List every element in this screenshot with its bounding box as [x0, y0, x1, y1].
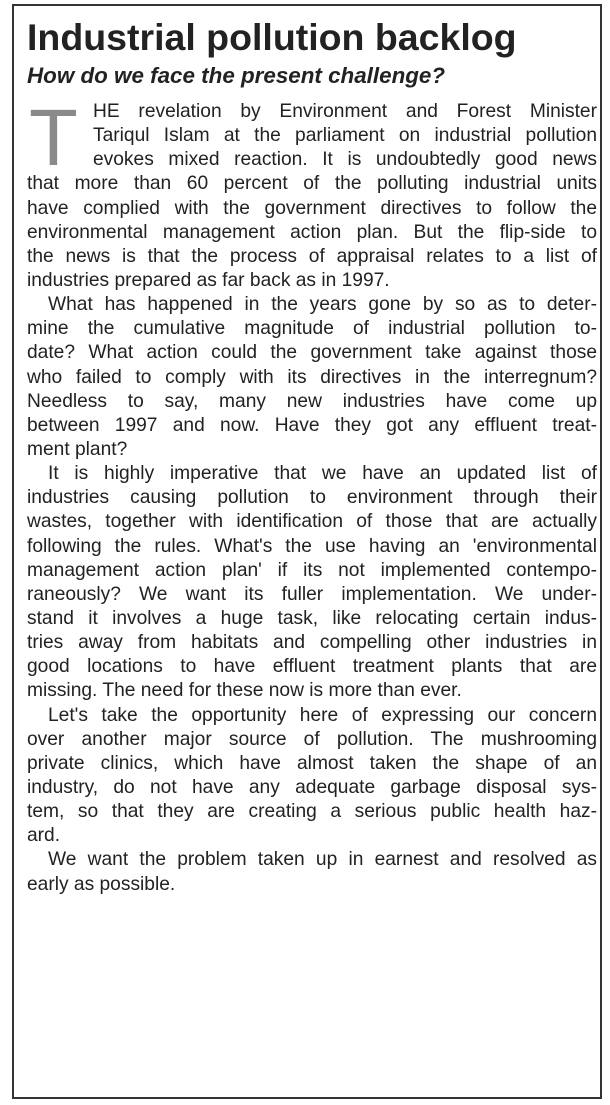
paragraph-line: What has happened in the years gone by so as to deter- — [48, 294, 597, 316]
paragraph-2 — [27, 293, 597, 462]
article-frame — [12, 4, 602, 1099]
paragraph-line: who failed to comply with its directives in the interregnum? — [27, 366, 597, 388]
paragraph-line: missing. The need for these now is more than ever. — [27, 680, 462, 702]
subheadline: How do we face the present challenge? — [27, 63, 446, 88]
paragraph-line: environmental management action plan. But the flip-side to — [27, 221, 597, 243]
paragraph-line: management action plan' if its not implemented contempo- — [27, 559, 597, 581]
paragraph-line: good locations to have effluent treatment plants that are — [27, 656, 597, 678]
article-body — [27, 93, 597, 897]
article-content — [27, 16, 597, 897]
paragraph-line: Tariqul Islam at the parliament on industrial pollution — [93, 125, 597, 147]
paragraph-3 — [27, 462, 597, 703]
paragraph-line: Needless to say, many new industries have come up — [27, 390, 597, 412]
drop-cap: T — [29, 93, 78, 182]
paragraph-line: have complied with the government directives to follow the — [27, 197, 597, 219]
paragraph-line: ard. — [27, 825, 61, 847]
paragraph-1 — [27, 93, 597, 293]
paragraph-line: raneously? We want its fuller implementation. We under- — [27, 583, 597, 605]
paragraph-line: industry, do not have any adequate garbage disposal sys- — [27, 776, 597, 798]
paragraph-line: HE revelation by Environment and Forest Minister — [93, 101, 597, 122]
paragraph-line: early as possible. — [27, 873, 176, 895]
paragraph-line: stand it involves a huge task, like relocating certain indus- — [27, 607, 597, 629]
paragraph-line: over another major source of pollution. The mushrooming — [27, 728, 597, 750]
paragraph-line: that more than 60 percent of the polluting industrial units — [27, 173, 597, 195]
paragraph-line: tries away from habitats and compelling other industries in — [27, 632, 597, 654]
paragraph-line: ment plant? — [27, 438, 128, 460]
paragraph-line: evokes mixed reaction. It is undoubtedly good news — [93, 149, 597, 171]
paragraph-line: the news is that the process of appraisal relates to a list of — [27, 245, 597, 267]
paragraph-line: wastes, together with identification of those that are actually — [27, 511, 597, 533]
paragraph-line: mine the cumulative magnitude of industrial pollution to- — [27, 318, 597, 340]
headline: Industrial pollution backlog — [27, 16, 517, 58]
paragraph-line: following the rules. What's the use having an 'environmental — [27, 535, 597, 557]
paragraph-4 — [27, 704, 597, 849]
paragraph-line: private clinics, which have almost taken the shape of an — [27, 752, 597, 774]
paragraph-line: It is highly imperative that we have an updated list of — [48, 463, 597, 485]
paragraph-line: industries prepared as far back as in 1997. — [27, 269, 390, 291]
paragraph-line: between 1997 and now. Have they got any effluent treat- — [27, 414, 597, 436]
paragraph-line: date? What action could the government take against those — [27, 342, 597, 364]
paragraph-line: industries causing pollution to environment through their — [27, 487, 597, 509]
paragraph-line: tem, so that they are creating a serious public health haz- — [27, 801, 597, 823]
paragraph-5 — [27, 848, 597, 896]
paragraph-line: Let's take the opportunity here of expressing our concern — [48, 704, 597, 726]
paragraph-line: We want the problem taken up in earnest and resolved as — [48, 849, 597, 871]
